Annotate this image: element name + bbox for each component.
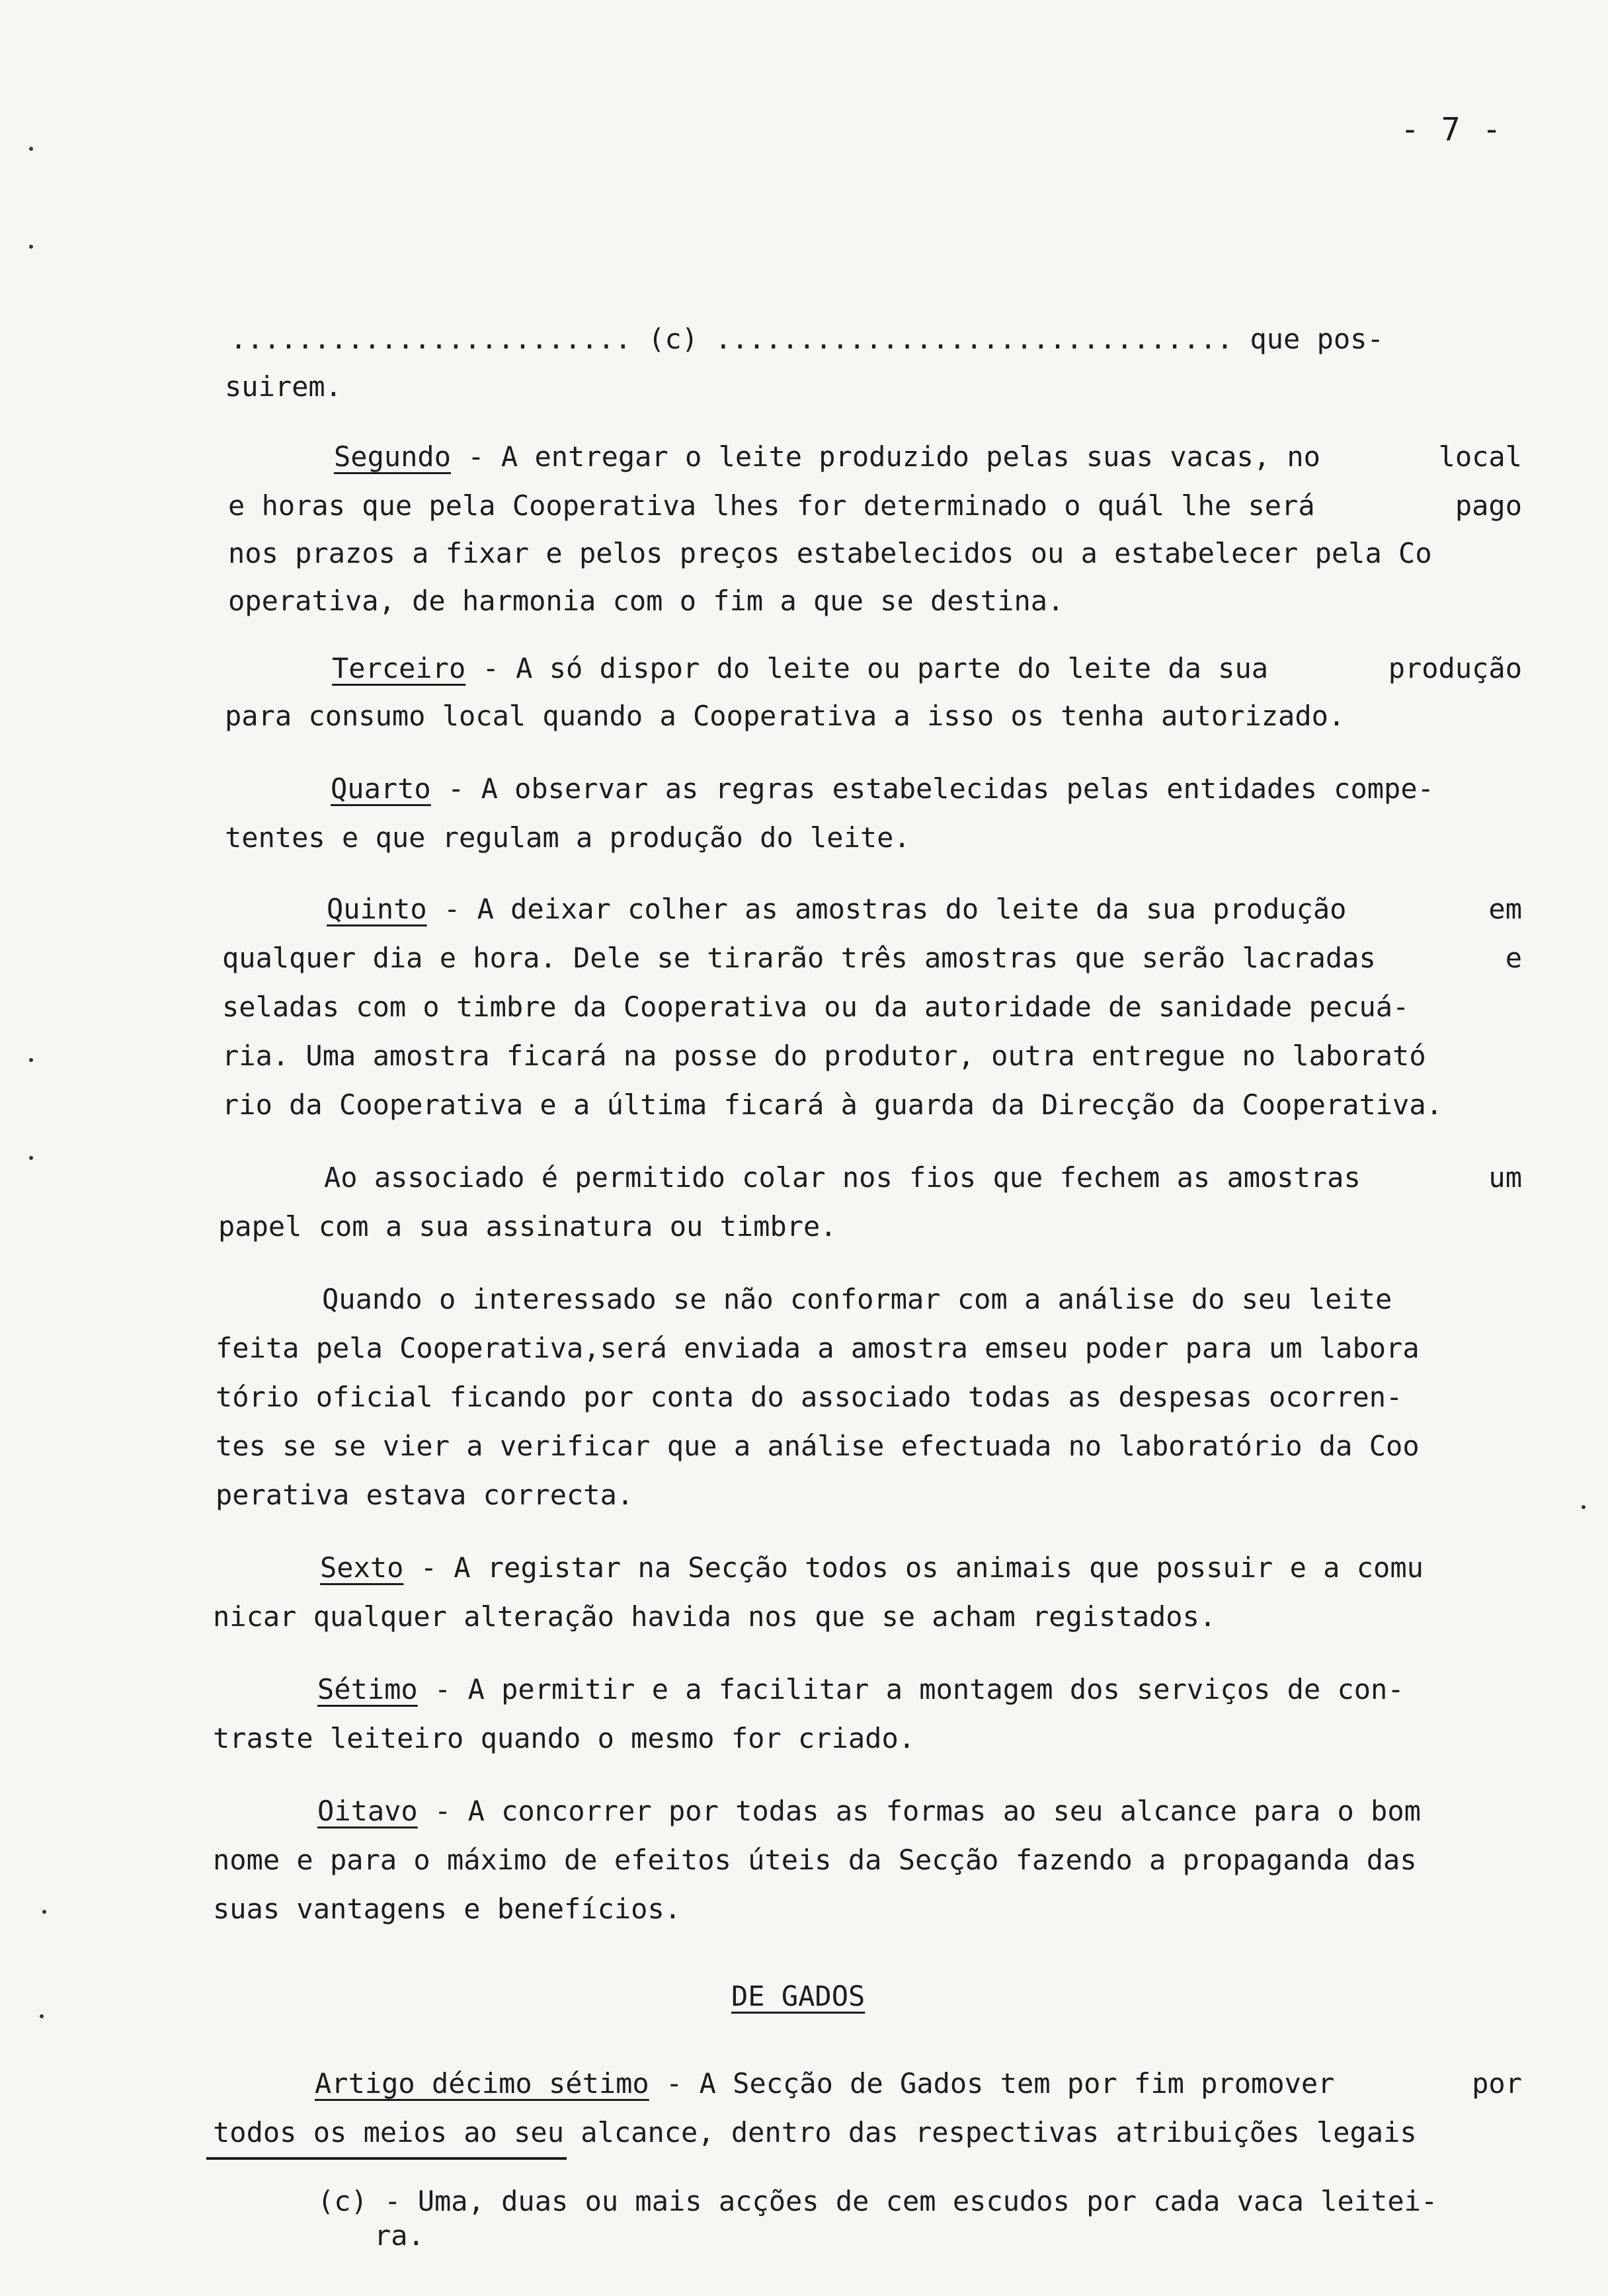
line-text: - A registar na Secção todos os animais que possuir e a comu [403, 1551, 1424, 1584]
line-lead [331, 772, 1434, 805]
line-text: - A Secção de Gados tem por fim promover [649, 2067, 1335, 2100]
line-text: e [1505, 942, 1522, 974]
line-lead [317, 1795, 1421, 1827]
footnote-rule [206, 2157, 567, 2160]
line-text: rio da Cooperativa e a última ficará à guarda da Direcção da Cooperativa. [222, 1088, 1443, 1121]
line-text: Quando o interessado se não conformar com a análise do seu leite [322, 1283, 1392, 1315]
line-lead [317, 1673, 1404, 1705]
line-text: e horas que pela Cooperativa lhes for determinado o quál lhe será [228, 489, 1315, 522]
line-text: operativa, de harmonia com o fim a que se destina. [228, 585, 1065, 617]
clause-term: Segundo [334, 440, 452, 473]
text-line [225, 702, 1345, 730]
clause-term: Terceiro [332, 652, 466, 684]
scan-speck [29, 245, 33, 249]
line-text: - A concorrer por todas as formas ao seu alcance para o bom [417, 1795, 1421, 1827]
line-text: tório oficial ficando por conta do associado todas as despesas ocorren- [216, 1381, 1403, 1413]
text-line [320, 1551, 1522, 1584]
section-heading: DE GADOS [731, 1980, 865, 2012]
text-line [230, 325, 1522, 353]
text-line [216, 1432, 1522, 1460]
scan-speck [1582, 1505, 1586, 1509]
text-line [374, 2219, 424, 2252]
line-text: (c) - Uma, duas ou mais acções de cem escudos por cada vaca leitei- [317, 2185, 1438, 2217]
text-line [222, 993, 1522, 1021]
line-text: suirem. [225, 370, 342, 403]
line-text: para consumo local quando a Cooperativa a isso os tenha autorizado. [225, 700, 1346, 732]
text-line [216, 1383, 1522, 1411]
text-line [218, 1210, 837, 1243]
clause-term: Quinto [327, 893, 427, 925]
text-line [331, 772, 1522, 805]
text-line [315, 2067, 1522, 2100]
line-lead [315, 2067, 1335, 2100]
line-text: - A deixar colher as amostras do leite da sua produção [426, 893, 1347, 925]
line-text: produção [1388, 652, 1522, 684]
text-line [317, 1673, 1522, 1705]
text-line [213, 1722, 916, 1754]
clause-term: Oitavo [317, 1795, 418, 1827]
line-text: qualquer dia e hora. Dele se tirarão três amostras que serão lacradas [222, 942, 1376, 974]
text-line [213, 1846, 1522, 1874]
text-line [222, 1088, 1522, 1121]
text-line [213, 2116, 1522, 2149]
clause-term: Sexto [320, 1551, 404, 1584]
text-line [317, 1797, 1522, 1825]
scan-speck [29, 1058, 33, 1062]
scan-speck [42, 1910, 46, 1914]
text-line [225, 370, 342, 403]
line-text: em [1488, 893, 1522, 925]
text-line [222, 944, 1522, 972]
line-lead [332, 652, 1269, 684]
line-text: um [1488, 1161, 1522, 1194]
scan-speck [29, 1156, 33, 1160]
line-text: suas vantagens e benefícios. [213, 1893, 682, 1925]
clause-term: Artigo décimo sétimo [315, 2067, 649, 2100]
text-line [332, 652, 1522, 684]
text-line [228, 489, 1522, 522]
line-text: ria. Uma amostra ficará na posse do produtor, outra entregue no laborató [222, 1040, 1426, 1072]
clause-term: Quarto [331, 772, 431, 805]
text-line [216, 1334, 1522, 1362]
text-line [213, 1895, 681, 1923]
line-text: Ao associado é permitido colar nos fios que fechem as amostras [324, 1161, 1361, 1194]
line-text: nos prazos a fixar e pelos preços estabelecidos ou a estabelecer pela Co [228, 537, 1432, 569]
line-text: por [1472, 2067, 1522, 2100]
line-text: feita pela Cooperativa,será enviada a amostra emseu poder para um labora [216, 1332, 1420, 1364]
text-line [334, 440, 1522, 473]
line-text: - A permitir e a facilitar a montagem dos serviços de con- [417, 1673, 1404, 1705]
text-line [225, 821, 910, 854]
text-line [228, 587, 1064, 615]
line-text: local [1438, 440, 1522, 473]
line-text: - A só dispor do leite ou parte do leite da sua [465, 652, 1269, 684]
line-lead [327, 895, 1346, 923]
line-text: papel com a sua assinatura ou timbre. [218, 1210, 837, 1243]
line-text: - A entregar o leite produzido pelas suas vacas, no [451, 440, 1320, 473]
text-line [317, 2185, 1522, 2217]
text-line [213, 1600, 1217, 1633]
line-text: seladas com o timbre da Cooperativa ou da autoridade de sanidade pecuá- [222, 991, 1410, 1023]
text-line [216, 1481, 633, 1509]
line-text: - A observar as regras estabelecidas pelas entidades compe- [430, 772, 1434, 805]
line-text: todos os meios ao seu alcance, dentro das respectivas atribuições legais [213, 2116, 1417, 2149]
line-text: ........................ (c) ............................... que pos- [230, 323, 1384, 355]
line-text: pago [1455, 489, 1522, 522]
line-text: ra. [374, 2219, 424, 2252]
line-text: tentes e que regulam a produção do leite. [225, 821, 910, 854]
line-text: nicar qualquer alteração havida nos que se acham registados. [213, 1600, 1217, 1633]
text-line [228, 537, 1522, 569]
line-text: perativa estava correcta. [216, 1479, 634, 1511]
scan-speck [29, 147, 33, 151]
line-text: nome e para o máximo de efeitos úteis da Secção fazendo a propaganda das [213, 1844, 1417, 1876]
text-line [327, 895, 1522, 923]
line-text: traste leiteiro quando o mesmo for criado. [213, 1722, 916, 1754]
line-lead [334, 440, 1320, 473]
page-number: - 7 - [1400, 111, 1503, 148]
clause-term: Sétimo [317, 1673, 418, 1705]
text-line [222, 1042, 1522, 1070]
line-lead [320, 1551, 1424, 1584]
line-text: tes se se vier a verificar que a análise efectuada no laboratório da Coo [216, 1430, 1420, 1462]
text-line [324, 1161, 1522, 1194]
scan-speck [40, 2014, 44, 2018]
text-line [322, 1283, 1392, 1315]
